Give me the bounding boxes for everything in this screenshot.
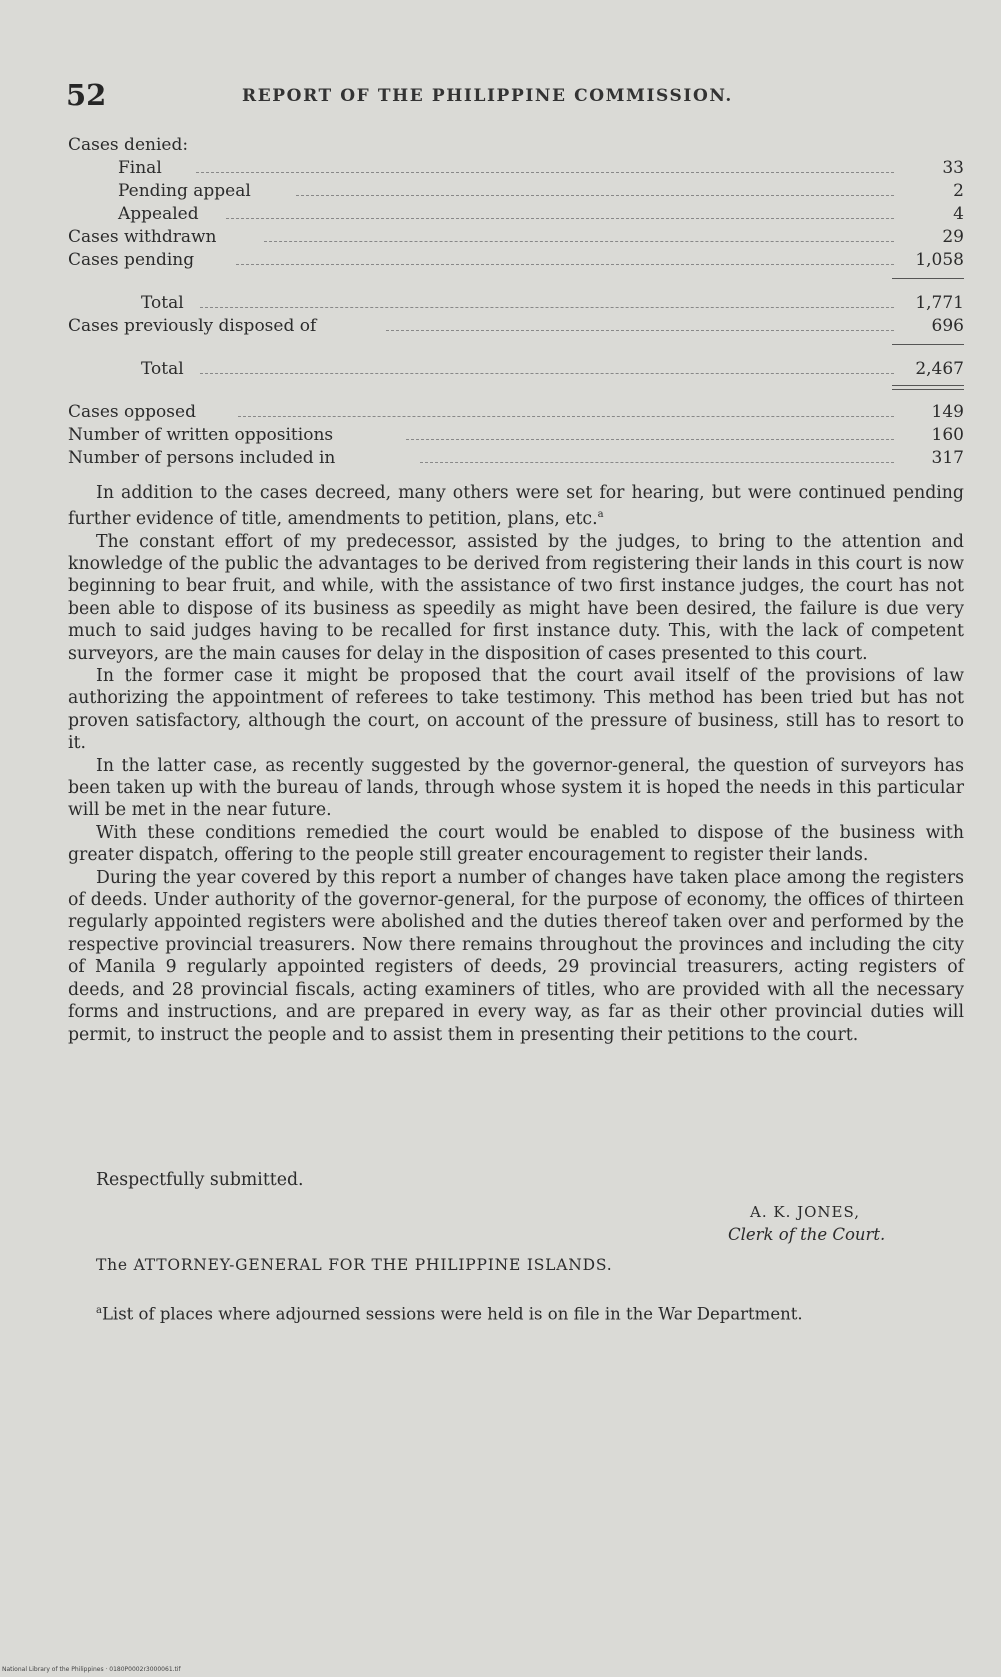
footnote bbox=[68, 1300, 964, 1326]
report-body bbox=[68, 482, 964, 1046]
rule-line bbox=[892, 278, 964, 279]
dot-leader bbox=[236, 264, 894, 265]
page-number: 52 bbox=[66, 78, 107, 112]
stat-label: Total bbox=[141, 293, 184, 313]
page-header bbox=[66, 78, 946, 118]
stat-label: Final bbox=[118, 158, 162, 178]
stat-label: Cases previously disposed of bbox=[68, 316, 317, 336]
stat-value: 317 bbox=[931, 448, 964, 468]
stat-value: 160 bbox=[931, 425, 964, 445]
paragraph bbox=[68, 482, 964, 531]
section-heading-row bbox=[68, 134, 964, 157]
cases-denied-heading: Cases denied: bbox=[68, 135, 189, 155]
running-title: REPORT OF THE PHILIPPINE COMMISSION. bbox=[242, 86, 733, 106]
paragraph: During the year covered by this report a number of changes have taken place among the registers of deeds. Under authority of the governor-general, for the purpose of economy, the offices of thirteen regularly appointed registers were abolished and the duties thereof taken over and performed by the respective provincial treasurers. Now there remains throughout the provinces and including the city of Manila 9 regularly appointed registers of deeds, 29 provincial treasurers, acting registers of deeds, and 28 provincial fiscals, acting examiners of titles, who are provided with all the necessary forms and instructions, and are prepared in every way, as far as their other provincial duties will permit, to instruct the people and to assist them in presenting their petitions to the court. bbox=[68, 867, 964, 1045]
dot-leader bbox=[296, 195, 894, 196]
stat-row-pending bbox=[68, 249, 964, 272]
stat-value: 696 bbox=[931, 316, 964, 336]
stat-label: Cases withdrawn bbox=[68, 227, 217, 247]
stat-row-pending-appeal bbox=[68, 180, 964, 203]
stat-row-opposed bbox=[68, 401, 964, 424]
stat-value: 33 bbox=[942, 158, 964, 178]
stat-row-total bbox=[68, 292, 964, 315]
stat-row-persons-included bbox=[68, 447, 964, 470]
footnote-text: List of places where adjourned sessions were held is on file in the War Department. bbox=[101, 1304, 803, 1324]
rule-line bbox=[892, 389, 964, 390]
dot-leader bbox=[406, 439, 894, 440]
dot-leader bbox=[420, 462, 894, 463]
paragraph-text: In addition to the cases decreed, many others were set for hearing, but were continued pending further evidence of title, amendments to petition, plans, etc. bbox=[68, 483, 964, 530]
closing-line: Respectfully submitted. bbox=[96, 1170, 304, 1190]
dot-leader bbox=[226, 218, 894, 219]
stat-label: Number of written oppositions bbox=[68, 425, 334, 445]
footnote-marker: a bbox=[597, 509, 604, 521]
total-double-rule bbox=[68, 381, 964, 401]
dot-leader bbox=[386, 330, 894, 331]
rule-line bbox=[892, 385, 964, 386]
stat-row-appealed bbox=[68, 203, 964, 226]
stat-row-final bbox=[68, 157, 964, 180]
dot-leader bbox=[264, 241, 894, 242]
stat-row-written-oppositions bbox=[68, 424, 964, 447]
paragraph: In the latter case, as recently suggested by the governor-general, the question of surveyors has been taken up with the bureau of lands, through whose system it is hoped the needs in this particular will be met in the near future. bbox=[68, 755, 964, 821]
stat-value: 2,467 bbox=[915, 359, 964, 379]
dot-leader bbox=[238, 416, 894, 417]
stat-label: Number of persons included in bbox=[68, 448, 336, 468]
addressee: The ATTORNEY-GENERAL FOR THE PHILIPPINE ISLANDS. bbox=[96, 1256, 613, 1274]
dot-leader bbox=[200, 373, 894, 374]
stat-value: 1,771 bbox=[915, 293, 964, 313]
scan-source-label: National Library of the Philippines · 0180P0002r3000061.tif bbox=[2, 1666, 181, 1673]
stat-label: Cases opposed bbox=[68, 402, 196, 422]
paragraph: In the former case it might be proposed that the court avail itself of the provisions of law authorizing the appointment of referees to take testimony. This method has been tried but has not proven satisfactory, although the court, on account of the pressure of business, still has to resort to it. bbox=[68, 666, 964, 754]
case-statistics-table bbox=[68, 134, 964, 470]
signer-title: Clerk of the Court. bbox=[728, 1225, 886, 1244]
stat-row-withdrawn bbox=[68, 226, 964, 249]
rule-line bbox=[892, 344, 964, 345]
stat-value: 1,058 bbox=[915, 250, 964, 270]
footnote-marker: a bbox=[96, 1305, 102, 1316]
subtotal-rule bbox=[68, 338, 964, 358]
stat-label: Total bbox=[141, 359, 184, 379]
stat-value: 29 bbox=[942, 227, 964, 247]
stat-row-grand-total bbox=[68, 358, 964, 381]
dot-leader bbox=[196, 172, 894, 173]
stat-label: Cases pending bbox=[68, 250, 195, 270]
dot-leader bbox=[200, 307, 894, 308]
paragraph: The constant effort of my predecessor, assisted by the judges, to bring to the attention and knowledge of the public the advantages to be derived from registering their lands in this court is now beginning to bear fruit, and while, with the assistance of two first instance judges, the court has not been able to dispose of its business as speedily as might have been desired, the failure is due very much to said judges having to be recalled for first instance duty. This, with the lack of competent surveyors, are the main causes for delay in the disposition of cases presented to this court. bbox=[68, 531, 964, 664]
stat-row-previously-disposed bbox=[68, 315, 964, 338]
subtotal-rule bbox=[68, 272, 964, 292]
stat-value: 149 bbox=[931, 402, 964, 422]
stat-value: 4 bbox=[953, 204, 964, 224]
stat-label: Appealed bbox=[118, 204, 199, 224]
stat-label: Pending appeal bbox=[118, 181, 251, 201]
stat-value: 2 bbox=[953, 181, 964, 201]
paragraph: With these conditions remedied the court would be enabled to dispose of the business with greater dispatch, offering to the people still greater encouragement to register their lands. bbox=[68, 822, 964, 866]
signer-name: A. K. JONES, bbox=[750, 1203, 861, 1221]
